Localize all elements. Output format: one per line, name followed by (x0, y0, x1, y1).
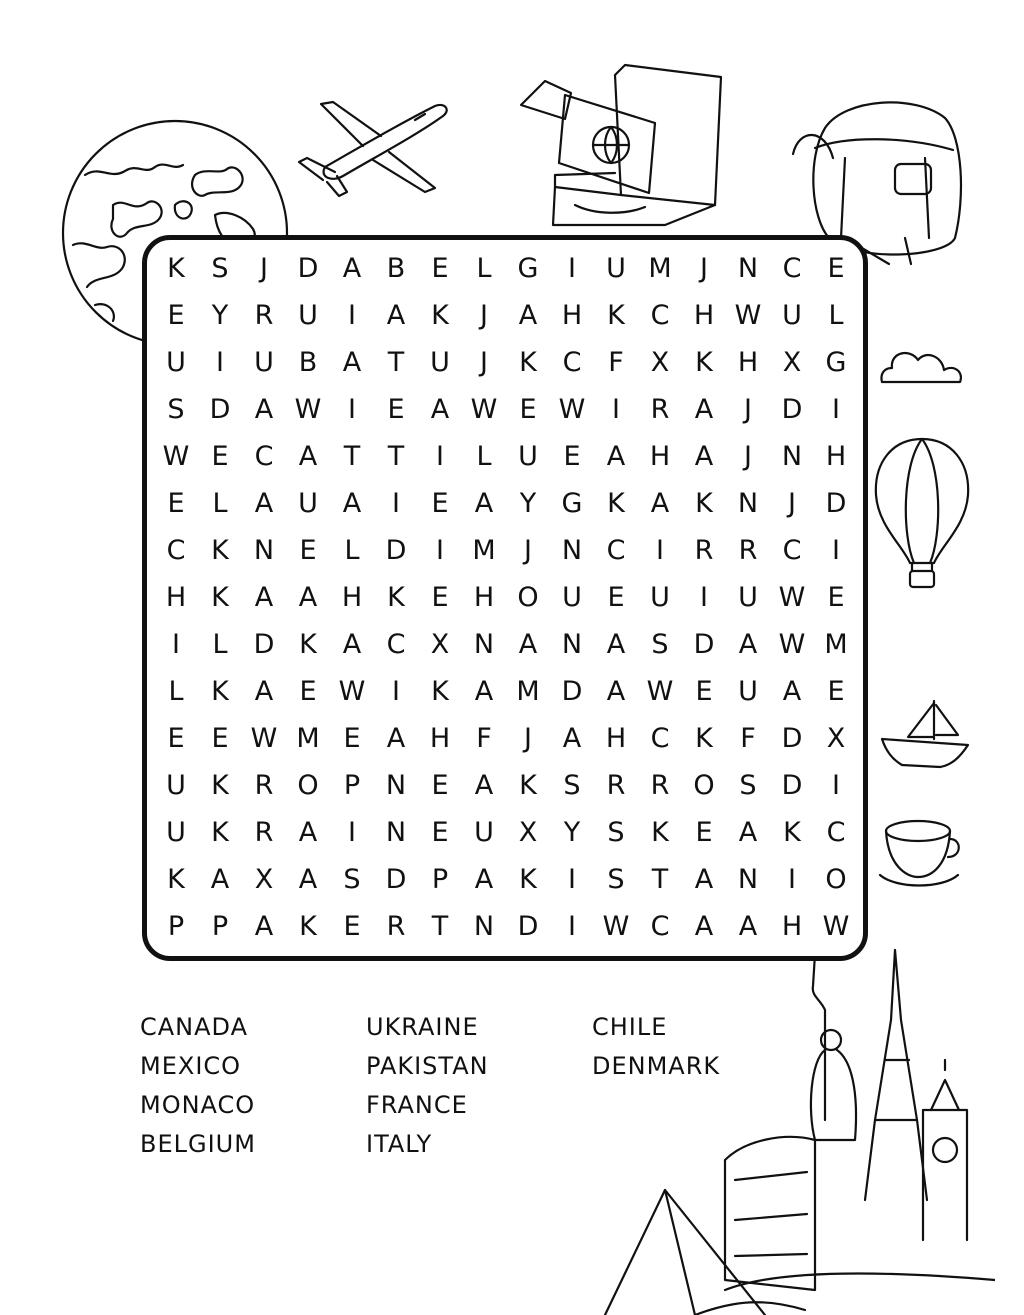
grid-letter[interactable]: E (387, 394, 405, 425)
grid-letter[interactable]: E (211, 441, 229, 472)
grid-letter[interactable]: J (788, 488, 796, 519)
grid-letter[interactable]: C (782, 535, 802, 566)
grid-letter[interactable]: A (606, 629, 626, 660)
grid-letter[interactable]: X (650, 347, 670, 378)
grid-letter[interactable]: D (517, 911, 539, 942)
grid-letter[interactable]: W (558, 394, 586, 425)
grid-letter[interactable]: L (212, 629, 228, 660)
grid-letter[interactable]: T (431, 911, 449, 942)
grid-letter[interactable]: E (167, 488, 185, 519)
teacup-icon (876, 815, 961, 895)
grid-letter[interactable]: N (385, 817, 407, 848)
grid-letter[interactable]: T (387, 441, 405, 472)
word-list (140, 1008, 780, 1164)
grid-letter[interactable]: N (561, 535, 583, 566)
grid-letter[interactable]: D (825, 488, 847, 519)
grid-letter[interactable]: J (524, 723, 532, 754)
grid-letter[interactable]: Y (211, 300, 229, 331)
grid-letter[interactable]: H (473, 582, 495, 613)
grid-letter[interactable]: K (607, 488, 625, 519)
grid-letter[interactable]: U (738, 676, 758, 707)
grid-letter[interactable]: W (470, 394, 498, 425)
grid-letter[interactable]: S (607, 817, 625, 848)
grid-letter[interactable]: U (298, 300, 318, 331)
grid-letter[interactable]: I (348, 817, 356, 848)
grid-letter[interactable]: R (650, 770, 670, 801)
grid-letter[interactable]: O (517, 582, 539, 613)
grid-letter[interactable]: E (827, 582, 845, 613)
word-list-item: UKRAINE (366, 1013, 479, 1041)
grid-letter[interactable]: R (650, 394, 670, 425)
grid-letter[interactable]: U (166, 347, 186, 378)
grid-letter[interactable]: N (473, 629, 495, 660)
word-list-item: CANADA (140, 1013, 249, 1041)
grid-letter[interactable]: K (387, 582, 405, 613)
grid-letter[interactable]: A (474, 864, 494, 895)
grid-letter[interactable]: E (431, 488, 449, 519)
grid-letter[interactable]: W (162, 441, 190, 472)
grid-letter[interactable]: K (695, 723, 713, 754)
grid-letter[interactable]: P (431, 864, 449, 895)
grid-letter[interactable]: K (519, 347, 537, 378)
grid-letter[interactable]: U (166, 770, 186, 801)
grid-letter[interactable]: O (693, 770, 715, 801)
grid-letter[interactable]: E (431, 817, 449, 848)
grid-letter[interactable]: D (385, 864, 407, 895)
grid-letter[interactable]: A (298, 864, 318, 895)
grid-letter[interactable]: H (649, 441, 671, 472)
grid-letter[interactable]: C (650, 300, 670, 331)
grid-letter[interactable]: K (211, 535, 229, 566)
grid-letter[interactable]: D (209, 394, 231, 425)
grid-letter[interactable]: H (737, 347, 759, 378)
grid-letter[interactable]: H (341, 582, 363, 613)
grid-letter[interactable]: I (392, 488, 400, 519)
grid-letter[interactable]: M (648, 253, 672, 284)
grid-letter[interactable]: D (253, 629, 275, 660)
grid-letter[interactable]: P (211, 911, 229, 942)
grid-letter[interactable]: J (480, 347, 488, 378)
grid-letter[interactable]: E (827, 253, 845, 284)
grid-letter[interactable]: Y (519, 488, 537, 519)
grid-letter[interactable]: W (822, 911, 850, 942)
grid-letter[interactable]: A (474, 488, 494, 519)
grid-letter[interactable]: K (651, 817, 669, 848)
grid-letter[interactable]: U (254, 347, 274, 378)
grid-letter[interactable]: A (298, 817, 318, 848)
grid-letter[interactable]: C (650, 911, 670, 942)
grid-letter[interactable]: K (211, 582, 229, 613)
grid-letter[interactable]: U (430, 347, 450, 378)
grid-letter[interactable]: P (343, 770, 361, 801)
grid-letter[interactable]: U (166, 817, 186, 848)
grid-letter[interactable]: B (298, 347, 318, 378)
grid-letter[interactable]: R (694, 535, 714, 566)
grid-letter[interactable]: A (474, 770, 494, 801)
grid-letter[interactable]: K (519, 864, 537, 895)
grid-letter[interactable]: T (651, 864, 669, 895)
grid-letter[interactable]: K (695, 488, 713, 519)
grid-letter[interactable]: E (167, 723, 185, 754)
grid-letter[interactable]: M (824, 629, 848, 660)
grid-letter[interactable]: W (338, 676, 366, 707)
grid-letter[interactable]: J (744, 441, 752, 472)
grid-letter[interactable]: S (563, 770, 581, 801)
grid-letter[interactable]: I (568, 864, 576, 895)
grid-letter[interactable]: E (167, 300, 185, 331)
hot-air-balloon-icon (872, 435, 972, 595)
grid-letter[interactable]: U (562, 582, 582, 613)
grid-letter[interactable]: I (568, 253, 576, 284)
grid-letter[interactable]: A (210, 864, 230, 895)
grid-letter[interactable]: E (211, 723, 229, 754)
grid-letter[interactable]: F (740, 723, 756, 754)
grid-letter[interactable]: A (738, 629, 758, 660)
grid-letter[interactable]: M (296, 723, 320, 754)
grid-letter[interactable]: X (518, 817, 538, 848)
grid-letter[interactable]: C (562, 347, 582, 378)
grid-letter[interactable]: J (480, 300, 488, 331)
grid-letter[interactable]: I (568, 911, 576, 942)
grid-letter[interactable]: J (260, 253, 268, 284)
cloud-icon (880, 342, 965, 387)
grid-letter[interactable]: J (744, 394, 752, 425)
grid-letter[interactable]: L (476, 253, 492, 284)
grid-letter[interactable]: A (474, 676, 494, 707)
grid-letter[interactable]: W (294, 394, 322, 425)
word-list-item: CHILE (592, 1013, 668, 1041)
grid-letter[interactable]: W (602, 911, 630, 942)
letter-grid (154, 245, 858, 950)
grid-letter[interactable]: H (605, 723, 627, 754)
grid-letter[interactable]: H (825, 441, 847, 472)
grid-letter[interactable]: A (694, 911, 714, 942)
grid-letter[interactable]: I (436, 441, 444, 472)
grid-letter[interactable]: R (738, 535, 758, 566)
grid-letter[interactable]: L (212, 488, 228, 519)
grid-letter[interactable]: G (561, 488, 583, 519)
grid-letter[interactable]: A (342, 253, 362, 284)
grid-letter[interactable]: X (782, 347, 802, 378)
grid-letter[interactable]: G (517, 253, 539, 284)
grid-letter[interactable]: A (342, 488, 362, 519)
grid-letter[interactable]: I (832, 770, 840, 801)
grid-letter[interactable]: K (299, 629, 317, 660)
grid-letter[interactable]: A (518, 300, 538, 331)
grid-letter[interactable]: E (299, 535, 317, 566)
grid-letter[interactable]: S (343, 864, 361, 895)
grid-letter[interactable]: R (254, 817, 274, 848)
grid-letter[interactable]: A (562, 723, 582, 754)
grid-letter[interactable]: J (700, 253, 708, 284)
grid-letter[interactable]: A (386, 300, 406, 331)
grid-letter[interactable]: T (387, 347, 405, 378)
grid-letter[interactable]: D (781, 770, 803, 801)
grid-letter[interactable]: F (476, 723, 492, 754)
grid-letter[interactable]: H (429, 723, 451, 754)
grid-letter[interactable]: E (695, 676, 713, 707)
grid-letter[interactable]: O (825, 864, 847, 895)
grid-letter[interactable]: A (518, 629, 538, 660)
grid-letter[interactable]: D (693, 629, 715, 660)
grid-letter[interactable]: E (431, 582, 449, 613)
grid-letter[interactable]: N (385, 770, 407, 801)
grid-letter[interactable]: E (607, 582, 625, 613)
grid-letter[interactable]: A (342, 629, 362, 660)
grid-letter[interactable]: L (476, 441, 492, 472)
grid-letter[interactable]: S (211, 253, 229, 284)
grid-letter[interactable]: L (828, 300, 844, 331)
grid-letter[interactable]: A (342, 347, 362, 378)
grid-letter[interactable]: U (606, 253, 626, 284)
grid-letter[interactable]: S (167, 394, 185, 425)
grid-letter[interactable]: K (431, 676, 449, 707)
grid-letter[interactable]: S (651, 629, 669, 660)
grid-letter[interactable]: N (781, 441, 803, 472)
grid-letter[interactable]: I (392, 676, 400, 707)
grid-letter[interactable]: X (430, 629, 450, 660)
grid-letter[interactable]: I (612, 394, 620, 425)
grid-letter[interactable]: I (216, 347, 224, 378)
grid-letter[interactable]: W (734, 300, 762, 331)
grid-letter[interactable]: K (167, 864, 185, 895)
grid-letter[interactable]: A (254, 676, 274, 707)
grid-letter[interactable]: C (254, 441, 274, 472)
word-list-item: PAKISTAN (366, 1052, 489, 1080)
grid-letter[interactable]: A (694, 394, 714, 425)
grid-letter[interactable]: O (297, 770, 319, 801)
grid-letter[interactable]: N (737, 253, 759, 284)
grid-letter[interactable]: A (606, 441, 626, 472)
grid-letter[interactable]: A (430, 394, 450, 425)
grid-letter[interactable]: X (826, 723, 846, 754)
suitcase-passport-icon (515, 55, 725, 230)
grid-letter[interactable]: N (253, 535, 275, 566)
word-list-item: ITALY (366, 1130, 433, 1158)
grid-letter[interactable]: N (737, 488, 759, 519)
grid-letter[interactable]: E (563, 441, 581, 472)
sailboat-icon (878, 695, 973, 775)
grid-letter[interactable]: U (518, 441, 538, 472)
grid-letter[interactable]: R (386, 911, 406, 942)
grid-letter[interactable]: K (519, 770, 537, 801)
grid-letter[interactable]: E (299, 676, 317, 707)
grid-letter[interactable]: K (211, 817, 229, 848)
grid-letter[interactable]: W (778, 582, 806, 613)
grid-letter[interactable]: K (211, 676, 229, 707)
grid-letter[interactable]: G (825, 347, 847, 378)
grid-letter[interactable]: D (385, 535, 407, 566)
grid-letter[interactable]: A (650, 488, 670, 519)
grid-letter[interactable]: K (783, 817, 801, 848)
grid-letter[interactable]: A (298, 582, 318, 613)
grid-letter[interactable]: E (431, 770, 449, 801)
grid-letter[interactable]: U (738, 582, 758, 613)
grid-letter[interactable]: L (168, 676, 184, 707)
grid-letter[interactable]: A (694, 441, 714, 472)
grid-letter[interactable]: I (832, 535, 840, 566)
grid-letter[interactable]: H (165, 582, 187, 613)
grid-letter[interactable]: E (431, 253, 449, 284)
grid-letter[interactable]: A (298, 441, 318, 472)
grid-letter[interactable]: L (344, 535, 360, 566)
grid-letter[interactable]: T (343, 441, 361, 472)
grid-letter[interactable]: I (348, 394, 356, 425)
grid-letter[interactable]: K (299, 911, 317, 942)
grid-letter[interactable]: R (254, 770, 274, 801)
grid-letter[interactable]: E (519, 394, 537, 425)
grid-letter[interactable]: K (167, 253, 185, 284)
grid-letter[interactable]: I (348, 300, 356, 331)
grid-letter[interactable]: M (516, 676, 540, 707)
grid-letter[interactable]: H (561, 300, 583, 331)
grid-letter[interactable]: C (782, 253, 802, 284)
grid-letter[interactable]: N (561, 629, 583, 660)
grid-letter[interactable]: B (386, 253, 406, 284)
grid-letter[interactable]: K (607, 300, 625, 331)
grid-letter[interactable]: A (386, 723, 406, 754)
grid-letter[interactable]: D (561, 676, 583, 707)
grid-letter[interactable]: Y (563, 817, 581, 848)
grid-letter[interactable]: K (695, 347, 713, 378)
grid-letter[interactable]: J (524, 535, 532, 566)
word-list-item: MONACO (140, 1091, 256, 1119)
word-list-item: MEXICO (140, 1052, 242, 1080)
grid-letter[interactable]: U (782, 300, 802, 331)
grid-letter[interactable]: U (298, 488, 318, 519)
word-list-item: DENMARK (592, 1052, 721, 1080)
grid-letter[interactable]: R (606, 770, 626, 801)
grid-letter[interactable]: E (827, 676, 845, 707)
grid-letter[interactable]: A (738, 911, 758, 942)
grid-letter[interactable]: C (826, 817, 846, 848)
word-list-item: FRANCE (366, 1091, 468, 1119)
grid-letter[interactable]: U (474, 817, 494, 848)
grid-letter[interactable]: I (172, 629, 180, 660)
grid-letter[interactable]: F (608, 347, 624, 378)
grid-letter[interactable]: D (297, 253, 319, 284)
grid-letter[interactable]: E (343, 911, 361, 942)
grid-letter[interactable]: M (472, 535, 496, 566)
grid-letter[interactable]: C (386, 629, 406, 660)
grid-letter[interactable]: K (211, 770, 229, 801)
grid-letter[interactable]: A (254, 911, 274, 942)
grid-letter[interactable]: A (694, 864, 714, 895)
grid-letter[interactable]: H (693, 300, 715, 331)
grid-letter[interactable]: S (739, 770, 757, 801)
grid-letter[interactable]: A (254, 394, 274, 425)
grid-letter[interactable]: X (254, 864, 274, 895)
grid-letter[interactable]: I (436, 535, 444, 566)
airplane-icon (285, 92, 450, 202)
grid-letter[interactable]: A (782, 676, 802, 707)
grid-letter[interactable]: D (781, 723, 803, 754)
grid-letter[interactable]: A (254, 582, 274, 613)
grid-letter[interactable]: E (695, 817, 713, 848)
grid-letter[interactable]: I (656, 535, 664, 566)
word-list-item: BELGIUM (140, 1130, 256, 1158)
grid-letter[interactable]: E (343, 723, 361, 754)
grid-letter[interactable]: A (606, 676, 626, 707)
grid-letter[interactable]: C (650, 723, 670, 754)
grid-letter[interactable]: C (166, 535, 186, 566)
grid-letter[interactable]: W (646, 676, 674, 707)
grid-letter[interactable]: N (473, 911, 495, 942)
grid-letter[interactable]: C (606, 535, 626, 566)
grid-letter[interactable]: H (781, 911, 803, 942)
grid-letter[interactable]: I (788, 864, 796, 895)
grid-letter[interactable]: A (738, 817, 758, 848)
grid-letter[interactable]: A (254, 488, 274, 519)
grid-letter[interactable]: I (700, 582, 708, 613)
grid-letter[interactable]: K (431, 300, 449, 331)
grid-letter[interactable]: S (607, 864, 625, 895)
grid-letter[interactable]: I (832, 394, 840, 425)
grid-letter[interactable]: U (650, 582, 670, 613)
grid-letter[interactable]: N (737, 864, 759, 895)
grid-letter[interactable]: W (250, 723, 278, 754)
grid-letter[interactable]: W (778, 629, 806, 660)
grid-letter[interactable]: R (254, 300, 274, 331)
grid-letter[interactable]: P (167, 911, 185, 942)
grid-letter[interactable]: D (781, 394, 803, 425)
